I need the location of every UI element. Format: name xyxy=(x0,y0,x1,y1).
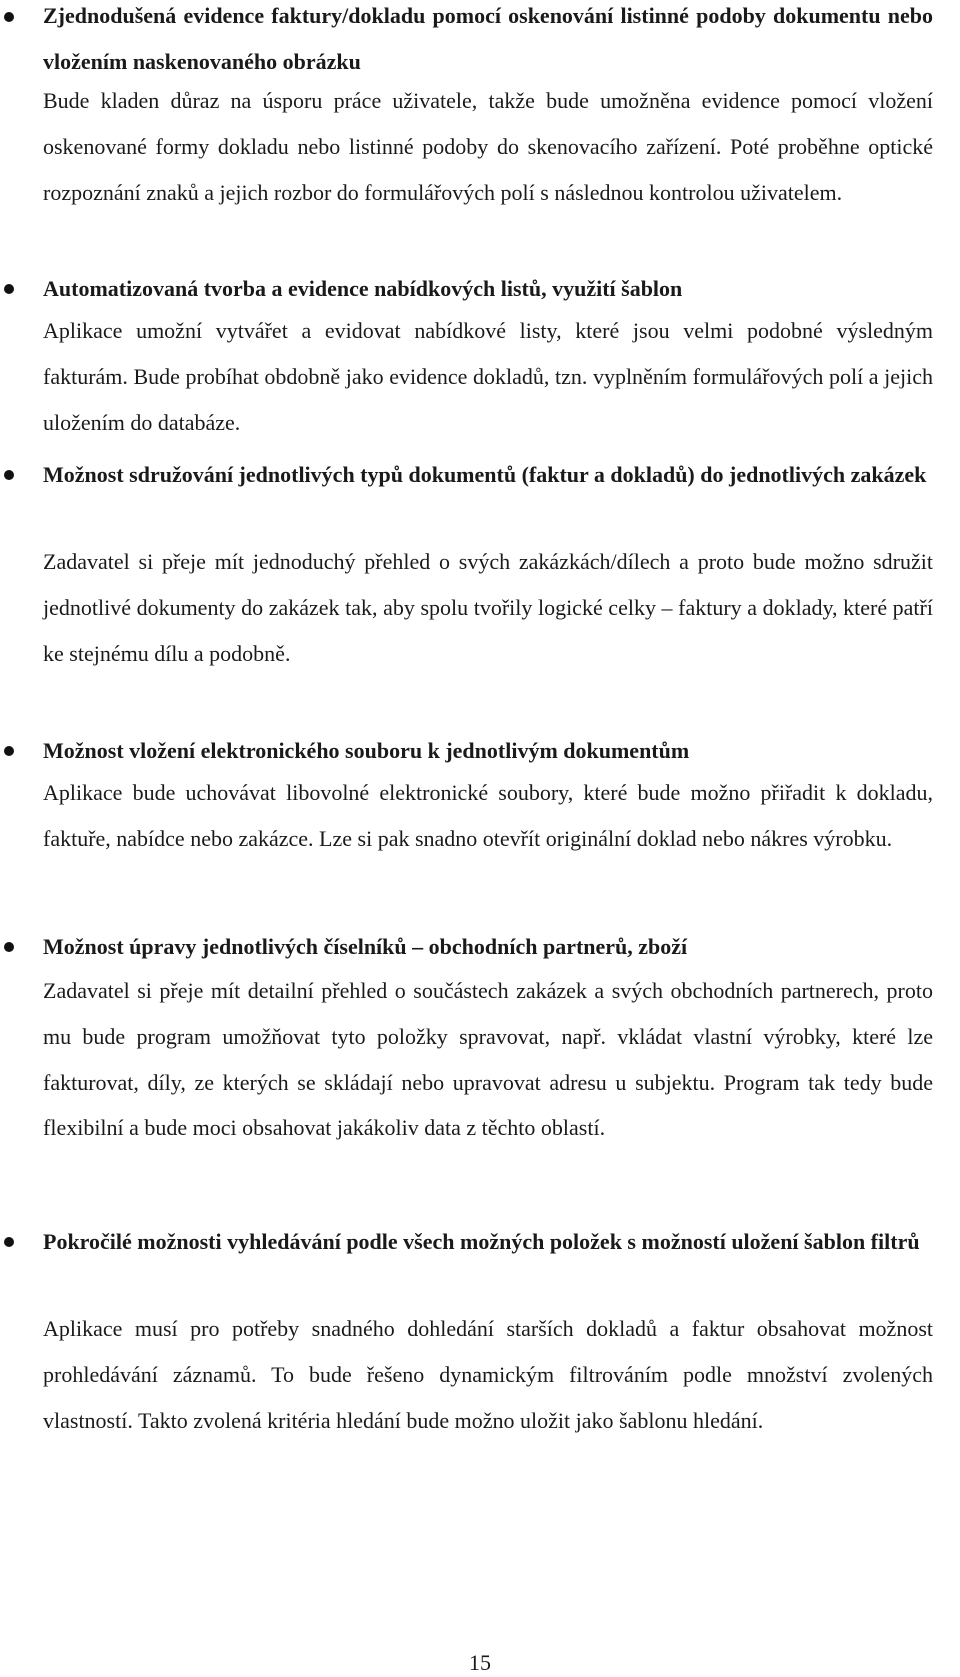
item-body: Bude kladen důraz na úsporu práce uživatele, takže bude umožněna evidence pomocí vložení oskenované formy dokladu nebo listinné podoby do skenovacího zařízení. Poté proběhne optické rozpoznání znaků a jejich rozbor do formulářových polí s následnou kontrolou uživatelem. xyxy=(43,88,933,205)
page-number: 15 xyxy=(469,1650,491,1675)
item-body: Aplikace umožní vytvářet a evidovat nabídkové listy, které jsou velmi podobné výsledným fakturám. Bude probíhat obdobně jako evidence dokladů, tzn. vyplněním formulářových polí a jejich uložením do databáze. xyxy=(43,318,933,435)
item-body: Aplikace musí pro potřeby snadného dohledání starších dokladů a faktur obsahovat možnost prohledávání záznamů. To bude řešeno dynamickým filtrováním podle množství zvolených vlastností. Takto zvolená kritéria hledání bude možno uložit jako šablonu hledání. xyxy=(43,1316,933,1433)
bullet-icon xyxy=(4,470,14,480)
bullet-icon xyxy=(4,12,14,22)
item-body: Zadavatel si přeje mít detailní přehled o součástech zakázek a svých obchodních partnerech, proto mu bude program umožňovat tyto položky spravovat, např. vkládat vlastní výrobky, které lze fakturovat, díly, ze kterých se skládají nebo upravovat adresu u subjektu. Program tak tedy bude flexibilní a bude moci obsahovat jakákoliv data z těchto oblastí. xyxy=(43,978,933,1141)
item-heading: Možnost úpravy jednotlivých číselníků – obchodních partnerů, zboží xyxy=(43,934,688,959)
item-heading: Zjednodušená evidence faktury/dokladu pomocí oskenování listinné podoby dokumentu nebo vložením naskenovaného obrázku xyxy=(43,3,933,74)
item-body: Aplikace bude uchovávat libovolné elektronické soubory, které bude možno přiřadit k dokladu, faktuře, nabídce nebo zakázce. Lze si pak snadno otevřít originální doklad nebo nákres výrobku. xyxy=(43,780,933,851)
bullet-icon xyxy=(4,284,14,294)
item-heading: Možnost sdružování jednotlivých typů dokumentů (faktur a dokladů) do jednotlivých zakázek xyxy=(43,462,927,487)
item-body: Zadavatel si přeje mít jednoduchý přehled o svých zakázkách/dílech a proto bude možno sdružit jednotlivé dokumenty do zakázek tak, aby spolu tvořily logické celky – faktury a doklady, které patří ke stejnému dílu a podobně. xyxy=(43,549,933,666)
bullet-icon xyxy=(4,1237,14,1247)
bullet-icon xyxy=(4,942,14,952)
item-heading: Pokročilé možnosti vyhledávání podle všech možných položek s možností uložení šablon filtrů xyxy=(43,1229,920,1254)
item-heading: Automatizovaná tvorba a evidence nabídkových listů, využití šablon xyxy=(43,276,683,301)
item-heading: Možnost vložení elektronického souboru k jednotlivým dokumentům xyxy=(43,738,690,763)
bullet-icon xyxy=(4,746,14,756)
